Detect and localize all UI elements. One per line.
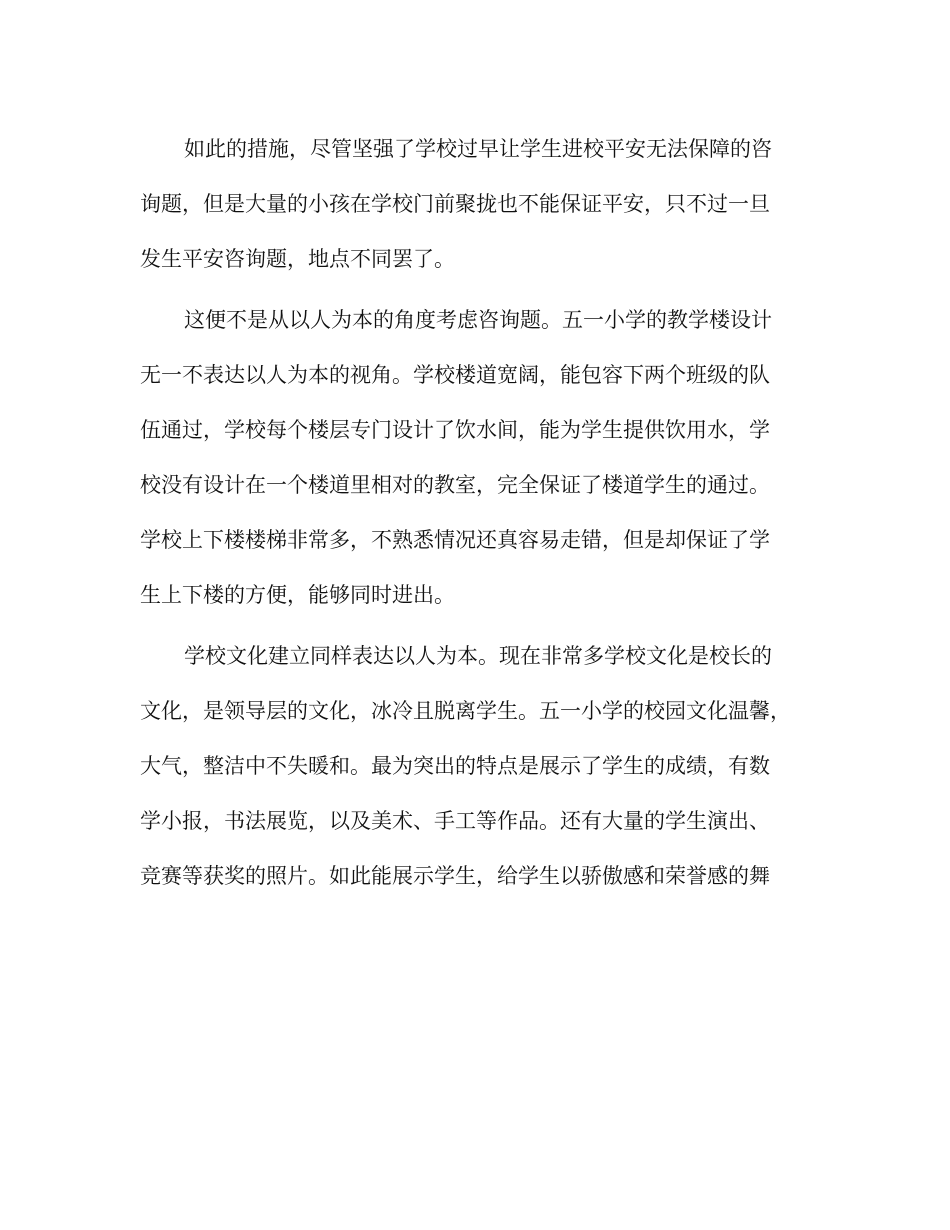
text-line: 无一不表达以人为本的视角。学校楼道宽阔，能包容下两个班级的队 <box>140 363 770 387</box>
paragraph <box>140 629 810 904</box>
text-line: 校没有设计在一个楼道里相对的教室，完全保证了楼道学生的通过。 <box>140 473 770 497</box>
text-line: 文化，是领导层的文化，冰冷且脱离学生。五一小学的校园文化温馨， <box>140 699 791 723</box>
text-line: 如此的措施，尽管坚强了学校过早让学生进校平安无法保障的咨 <box>184 137 772 161</box>
document-body <box>140 122 810 904</box>
text-line: 学校文化建立同样表达以人为本。现在非常多学校文化是校长的 <box>184 644 772 668</box>
paragraph <box>140 122 810 287</box>
text-line: 这便不是从以人为本的角度考虑咨询题。五一小学的教学楼设计 <box>184 308 772 332</box>
text-line: 大气，整洁中不失暖和。最为突出的特点是展示了学生的成绩，有数 <box>140 754 770 778</box>
text-line: 学校上下楼楼梯非常多，不熟悉情况还真容易走错，但是却保证了学 <box>140 528 770 552</box>
text-line: 伍通过，学校每个楼层专门设计了饮水间，能为学生提供饮用水，学 <box>140 418 770 442</box>
text-line: 竞赛等获奖的照片。如此能展示学生，给学生以骄傲感和荣誉感的舞 <box>140 864 770 888</box>
text-line: 发生平安咨询题，地点不同罢了。 <box>140 247 455 271</box>
paragraph <box>140 293 810 623</box>
text-line: 询题，但是大量的小孩在学校门前聚拢也不能保证平安，只不过一旦 <box>140 192 770 216</box>
text-line: 生上下楼的方便，能够同时进出。 <box>140 583 455 607</box>
text-line: 学小报，书法展览，以及美术、手工等作品。还有大量的学生演出、 <box>140 809 770 833</box>
